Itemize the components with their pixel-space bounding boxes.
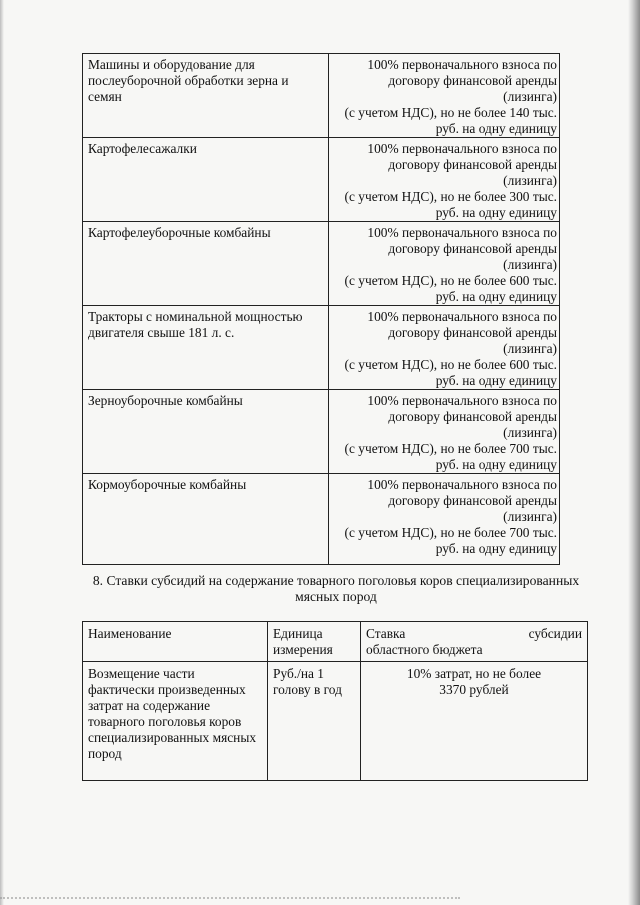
equipment-name: Картофелесажалки [83, 138, 329, 222]
equipment-name: Картофелеуборочные комбайны [83, 222, 329, 306]
table-row [83, 306, 560, 390]
table-row [83, 662, 588, 781]
subsidy-rate-line: 100% первоначального взноса по [367, 141, 557, 156]
section-8-heading-line-1: 8. Ставки субсидий на содержание товарного поголовья коров специализированных [92, 573, 580, 588]
table-row [83, 222, 560, 306]
header-rate-line-2: областного бюджета [366, 642, 483, 657]
equipment-name: Зерноуборочные комбайны [83, 390, 329, 474]
subsidy-rate-line: 100% первоначального взноса по [367, 57, 557, 72]
subsidy-rate-line: 100% первоначального взноса по [367, 309, 557, 324]
subsidy-rate-line: руб. на одну единицу [435, 121, 557, 136]
scan-left-edge [0, 0, 4, 905]
header-unit: Единица измерения [268, 622, 361, 662]
section-8-heading-line-2: мясных пород [295, 589, 377, 604]
equipment-name: Машины и оборудование для послеуборочной обработки зерна и семян [83, 54, 329, 138]
row-rate-line-2: 3370 рублей [439, 682, 509, 697]
subsidy-rate-line: договору финансовой аренды (лизинга) [388, 157, 557, 188]
subsidy-rate [329, 390, 560, 474]
row-rate-line-1: 10% затрат, но не более [406, 666, 542, 681]
subsidy-rate [329, 474, 560, 565]
subsidy-rate-line: (с учетом НДС), но не более 140 тыс. [344, 105, 557, 120]
table-row [83, 390, 560, 474]
subsidy-rate-line: договору финансовой аренды (лизинга) [388, 73, 557, 104]
scan-noise [0, 895, 460, 899]
subsidy-rate-line: договору финансовой аренды (лизинга) [388, 493, 557, 524]
subsidy-rate [329, 54, 560, 138]
subsidy-rate-line: 100% первоначального взноса по [367, 477, 557, 492]
subsidy-rate-line: (с учетом НДС), но не более 300 тыс. [344, 189, 557, 204]
row-unit: Руб./на 1 голову в год [268, 662, 361, 781]
subsidy-rate-line: (с учетом НДС), но не более 700 тыс. [344, 441, 557, 456]
subsidy-rate [329, 222, 560, 306]
subsidy-rate [329, 306, 560, 390]
equipment-subsidy-table [82, 53, 560, 565]
header-rate-word-2: субсидии [528, 626, 582, 641]
table-header-row [83, 622, 588, 662]
subsidy-rate [329, 138, 560, 222]
subsidy-rate-line: руб. на одну единицу [435, 457, 557, 472]
section-8-heading [82, 573, 590, 605]
equipment-name: Тракторы с номинальной мощностью двигателя свыше 181 л. с. [83, 306, 329, 390]
subsidy-rate-line: (с учетом НДС), но не более 600 тыс. [344, 273, 557, 288]
subsidy-rate-line: договору финансовой аренды (лизинга) [388, 409, 557, 440]
table-row [83, 474, 560, 565]
subsidy-rate-line: руб. на одну единицу [435, 205, 557, 220]
table-row [83, 138, 560, 222]
subsidy-rate-line: договору финансовой аренды (лизинга) [388, 241, 557, 272]
equipment-name: Кормоуборочные комбайны [83, 474, 329, 565]
subsidy-rate-line: 100% первоначального взноса по [367, 225, 557, 240]
header-rate-word-1: Ставка [366, 626, 406, 641]
row-rate [361, 662, 588, 781]
table-row [83, 54, 560, 138]
subsidy-rate-line: договору финансовой аренды (лизинга) [388, 325, 557, 356]
subsidy-rate-line: (с учетом НДС), но не более 600 тыс. [344, 357, 557, 372]
header-rate [361, 622, 588, 662]
header-name: Наименование [83, 622, 268, 662]
row-name: Возмещение части фактически произведенных затрат на содержание товарного поголовья коров специализированных мясных пород [83, 662, 268, 781]
subsidy-rate-line: руб. на одну единицу [435, 289, 557, 304]
scan-right-edge [628, 0, 640, 905]
subsidy-rate-line: руб. на одну единицу [435, 373, 557, 388]
subsidy-rate-line: руб. на одну единицу [435, 541, 557, 556]
meat-cows-subsidy-table [82, 621, 588, 781]
subsidy-rate-line: 100% первоначального взноса по [367, 393, 557, 408]
subsidy-rate-line: (с учетом НДС), но не более 700 тыс. [344, 525, 557, 540]
